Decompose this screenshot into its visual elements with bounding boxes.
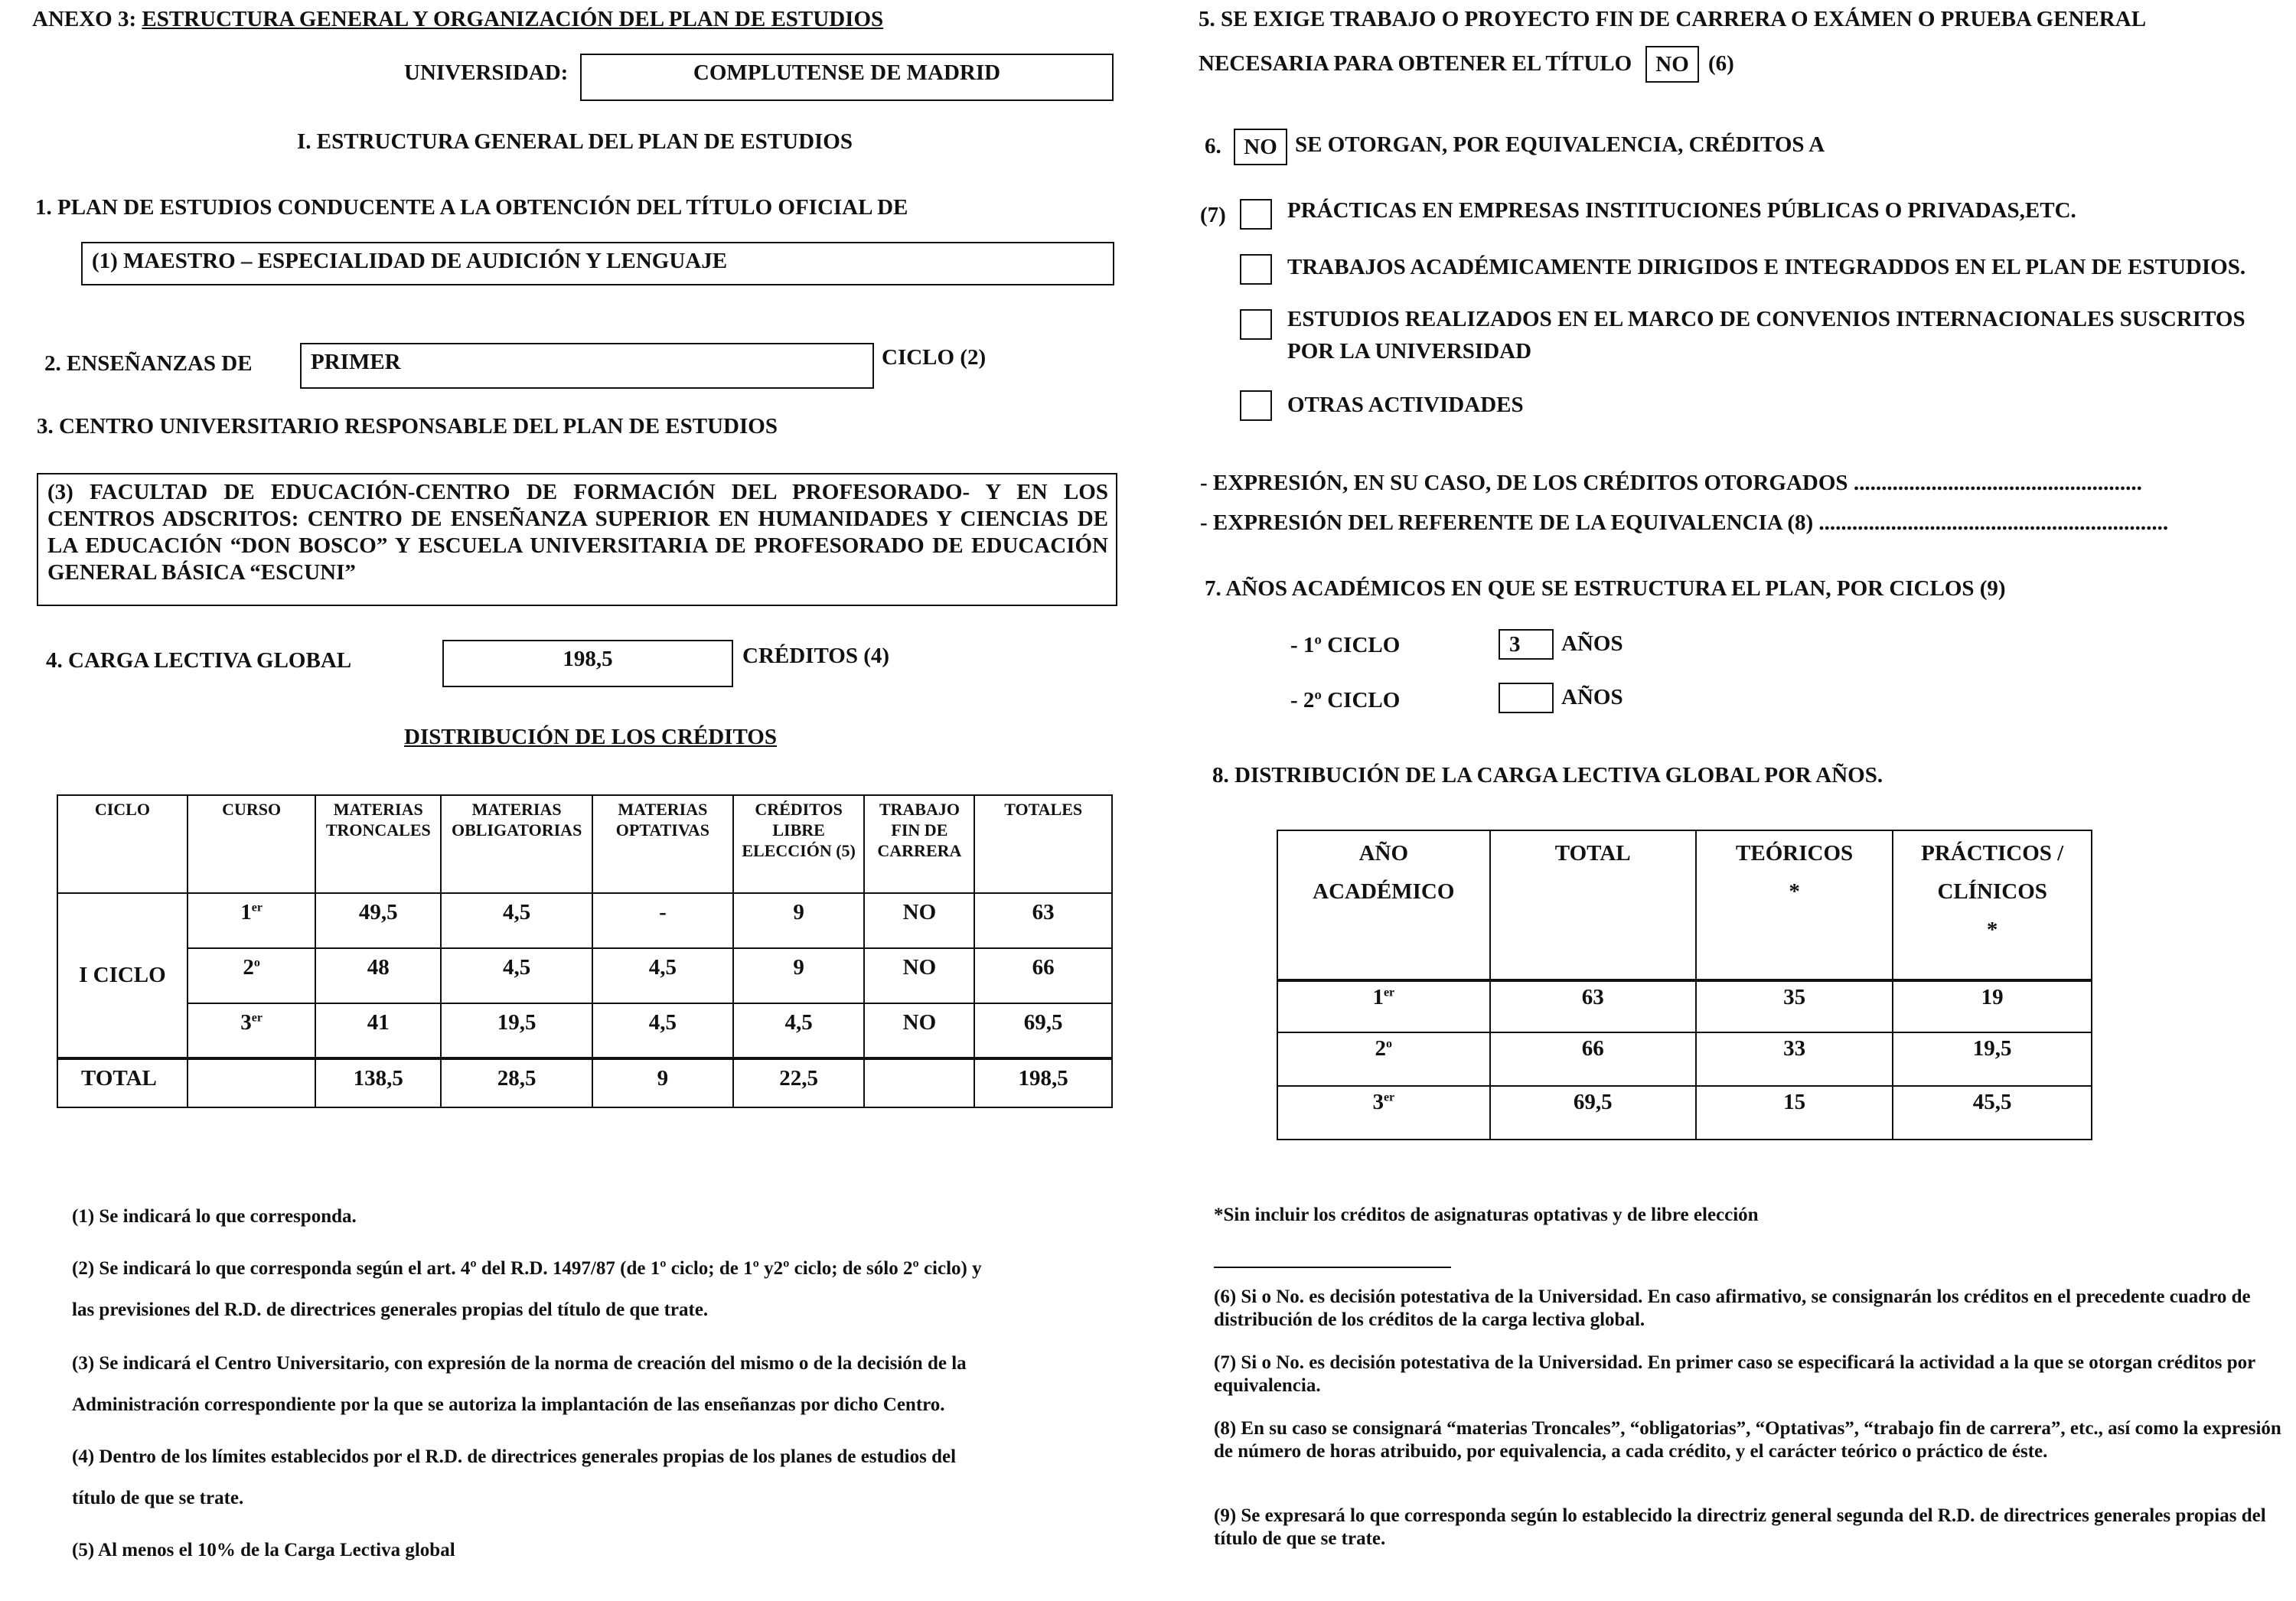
header-teoricos: TEÓRICOS *	[1696, 830, 1893, 980]
table-cell	[188, 1058, 316, 1107]
table-cell: 9	[733, 893, 865, 948]
total-label: TOTAL	[57, 1058, 188, 1107]
year-cell: 2$^o$	[1277, 1032, 1490, 1086]
table-cell: 48	[315, 948, 441, 1003]
university-value: COMPLUTENSE DE MADRID	[693, 60, 1001, 85]
practicas-label: PRÁCTICAS EN EMPRESAS INSTITUCIONES PÚBLICAS O PRIVADAS,ETC.	[1287, 198, 2076, 223]
table-row	[57, 893, 1112, 948]
footnote-divider	[1214, 1267, 1451, 1268]
q4-field	[442, 640, 733, 687]
table-cell: 63	[974, 893, 1112, 948]
q3-value: (3) FACULTAD DE EDUCACIÓN-CENTRO DE FORMACIÓN DEL PROFESORADO- Y EN LOS CENTROS ADSCRITOS: CENTRO DE ENSEÑANZA SUPERIOR EN HUMANIDADES Y CIENCIAS DE LA EDUCACIÓN “DON BOSCO” Y ESCUELA UNIVERSITARIA DE PROFESORADO DE EDUCACIÓN GENERAL BÁSICA “ESCUNI”	[47, 480, 1108, 585]
header-libre-eleccion: CRÉDITOS LIBRE ELECCIÓN (5)	[733, 795, 865, 893]
table-cell: 19,5	[1893, 1032, 2092, 1086]
table-cell: 35	[1696, 980, 1893, 1032]
section-title: I. ESTRUCTURA GENERAL DEL PLAN DE ESTUDIOS	[297, 129, 853, 154]
table-cell: 28,5	[441, 1058, 592, 1107]
footnote-3a: (3) Se indicará el Centro Universitario, con expresión de la norma de creación del mismo o de la decisión de la	[72, 1353, 967, 1374]
header-total: TOTAL	[1490, 830, 1696, 980]
footnote-4a: (4) Dentro de los límites establecidos por el R.D. de directrices generales propias de los planes de estudios del	[72, 1446, 957, 1467]
expression-equivalence: - EXPRESIÓN DEL REFERENTE DE LA EQUIVALENCIA (8) ...............................................................	[1200, 510, 2169, 535]
q1-label: 1. PLAN DE ESTUDIOS CONDUCENTE A LA OBTENCIÓN DEL TÍTULO OFICIAL DE	[35, 195, 908, 220]
header-optativas: MATERIAS OPTATIVAS	[592, 795, 733, 893]
q7-label: 7. AÑOS ACADÉMICOS EN QUE SE ESTRUCTURA EL PLAN, POR CICLOS (9)	[1205, 576, 2006, 601]
table-cell: 198,5	[974, 1058, 1112, 1107]
q2-field	[300, 343, 874, 389]
table-cell: 66	[1490, 1032, 1696, 1086]
q7-cycle1-unit: AÑOS	[1561, 631, 1623, 656]
distribution-title: DISTRIBUCIÓN DE LOS CRÉDITOS	[404, 725, 777, 749]
footnote-3b: Administración correspondiente por la que se autoriza la implantación de las enseñanzas por dicho Centro.	[72, 1394, 945, 1415]
estudios-label: ESTUDIOS REALIZADOS EN EL MARCO DE CONVENIOS INTERNACIONALES SUSCRITOS	[1287, 307, 2245, 331]
table-cell: -	[592, 893, 733, 948]
table-cell	[864, 1058, 974, 1107]
table-cell: 22,5	[733, 1058, 865, 1107]
expression-credits: - EXPRESIÓN, EN SU CASO, DE LOS CRÉDITOS OTORGADOS ....................................................	[1200, 471, 2142, 495]
q4-label: 4. CARGA LECTIVA GLOBAL	[46, 648, 352, 673]
year-cell: 1er	[1277, 980, 1490, 1032]
q5-line2: NECESARIA PARA OBTENER EL TÍTULO	[1199, 51, 1632, 76]
q7-cycle1-value: 3	[1509, 632, 1521, 657]
credits-table	[57, 794, 1113, 1108]
table-cell: 15	[1696, 1086, 1893, 1140]
q7-cycle2-value	[1500, 684, 1552, 685]
q1-field	[81, 242, 1114, 285]
header-practicos: PRÁCTICOS / CLÍNICOS *	[1893, 830, 2092, 980]
otras-label: OTRAS ACTIVIDADES	[1287, 393, 1524, 417]
table-cell: 138,5	[315, 1058, 441, 1107]
table-cell: 4,5	[733, 1003, 865, 1058]
q5-line1: 5. SE EXIGE TRABAJO O PROYECTO FIN DE CARRERA O EXÁMEN O PRUEBA GENERAL	[1199, 7, 2147, 31]
table-cell: 41	[315, 1003, 441, 1058]
table-cell: 49,5	[315, 893, 441, 948]
q5-value: NO	[1655, 52, 1689, 77]
otras-checkbox[interactable]	[1240, 390, 1272, 421]
q4-value: 198,5	[563, 647, 613, 671]
header-troncales: MATERIAS TRONCALES	[315, 795, 441, 893]
table-cell: 33	[1696, 1032, 1893, 1086]
table-cell: 9	[733, 948, 865, 1003]
university-label: UNIVERSIDAD:	[404, 60, 569, 85]
table-row	[57, 1003, 1112, 1058]
footnote-5: (5) Al menos el 10% de la Carga Lectiva global	[72, 1540, 455, 1560]
q6-answer-box	[1234, 129, 1287, 165]
table-cell: 4,5	[592, 948, 733, 1003]
footnote-9: (9) Se expresará lo que corresponda según lo establecido la directriz general segunda del R.D. de directrices generales propias del título de que se trate.	[1214, 1505, 2266, 1549]
table-cell: 45,5	[1893, 1086, 2092, 1140]
years-header-row	[1277, 830, 2092, 980]
year-cell: 3er	[1277, 1086, 1490, 1140]
table-cell: NO	[864, 1003, 974, 1058]
q6-label: SE OTORGAN, POR EQUIVALENCIA, CRÉDITOS A	[1295, 132, 1825, 157]
q2-suffix: CICLO (2)	[882, 345, 987, 370]
annex-heading: ANEXO 3: ESTRUCTURA GENERAL Y ORGANIZACIÓN DEL PLAN DE ESTUDIOS	[32, 7, 884, 31]
estudios-label-2: POR LA UNIVERSIDAD	[1287, 339, 1532, 364]
trabajos-label: TRABAJOS ACADÉMICAMENTE DIRIGIDOS E INTEGRADDOS EN EL PLAN DE ESTUDIOS.	[1287, 255, 2246, 279]
table-cell: 69,5	[974, 1003, 1112, 1058]
footnote-1: (1) Se indicará lo que corresponda.	[72, 1206, 357, 1227]
table-cell: 63	[1490, 980, 1696, 1032]
q7-cycle1-label: - 1º CICLO	[1290, 633, 1401, 657]
credits-header-row	[57, 795, 1112, 893]
footnote-8: (8) En su caso se consignará “materias Troncales”, “obligatorias”, “Optativas”, “trabajo fin de carrera”, etc., así como la expresión de número de horas atribuido, por equivalencia, a cada crédito, y el carácter teórico o práctico de éste.	[1214, 1418, 2281, 1462]
table-cell: 66	[974, 948, 1112, 1003]
q3-label: 3. CENTRO UNIVERSITARIO RESPONSABLE DEL PLAN DE ESTUDIOS	[37, 414, 778, 439]
cycle-cell: I CICLO	[57, 893, 188, 1058]
header-obligatorias: MATERIAS OBLIGATORIAS	[441, 795, 592, 893]
q1-value: (1) MAESTRO – ESPECIALIDAD DE AUDICIÓN Y LENGUAJE	[92, 249, 728, 273]
q4-suffix: CRÉDITOS (4)	[742, 644, 890, 668]
q5-note: (6)	[1708, 51, 1734, 76]
years-table	[1277, 830, 2092, 1140]
table-row	[1277, 1032, 2092, 1086]
total-row	[57, 1058, 1112, 1107]
q7-cycle2-box	[1499, 683, 1554, 713]
header-year: AÑO ACADÉMICO	[1277, 830, 1490, 980]
q7-cycle1-box	[1499, 629, 1554, 660]
header-curso: CURSO	[188, 795, 316, 893]
table-cell: 4,5	[592, 1003, 733, 1058]
table-cell: 19	[1893, 980, 2092, 1032]
q8-label: 8. DISTRIBUCIÓN DE LA CARGA LECTIVA GLOBAL POR AÑOS.	[1212, 763, 1883, 787]
header-totales: TOTALES	[974, 795, 1112, 893]
table-cell: NO	[864, 948, 974, 1003]
table-row	[1277, 1086, 2092, 1140]
q6-marker: (7)	[1200, 203, 1226, 227]
table-cell: NO	[864, 893, 974, 948]
annex-title: ESTRUCTURA GENERAL Y ORGANIZACIÓN DEL PLAN DE ESTUDIOS	[142, 7, 884, 31]
footnote-2a: (2) Se indicará lo que corresponda según el art. 4º del R.D. 1497/87 (de 1º ciclo; de 1º y2º ciclo; de sólo 2º ciclo) y	[72, 1258, 982, 1279]
table-cell: 9	[592, 1058, 733, 1107]
q6-number: 6.	[1205, 134, 1221, 158]
q3-field	[37, 473, 1117, 606]
university-field	[580, 54, 1114, 101]
q5-answer-box	[1645, 46, 1699, 83]
footnote-6: (6) Si o No. es decisión potestativa de la Universidad. En caso afirmativo, se consignarán los créditos en el precedente cuadro de distribución de los créditos de la carga lectiva global.	[1214, 1286, 2251, 1330]
course-cell: 3er	[188, 1003, 316, 1058]
trabajos-checkbox[interactable]	[1240, 254, 1272, 285]
q2-value: PRIMER	[311, 350, 401, 374]
q7-cycle2-label: - 2º CICLO	[1290, 688, 1401, 712]
q6-value: NO	[1244, 135, 1277, 159]
practicas-checkbox[interactable]	[1240, 199, 1272, 230]
table-cell: 69,5	[1490, 1086, 1696, 1140]
table-cell: 19,5	[441, 1003, 592, 1058]
header-ciclo: CICLO	[57, 795, 188, 893]
star-note: *Sin incluir los créditos de asignaturas optativas y de libre elección	[1214, 1205, 1759, 1225]
q2-label: 2. ENSEÑANZAS DE	[44, 351, 253, 376]
table-row	[57, 948, 1112, 1003]
table-row	[1277, 980, 2092, 1032]
footnote-4b: título de que se trate.	[72, 1488, 244, 1508]
footnote-2b: las previsiones del R.D. de directrices generales propias del título de que trate.	[72, 1299, 709, 1320]
table-cell: 4,5	[441, 893, 592, 948]
footnote-7: (7) Si o No. es decisión potestativa de la Universidad. En primer caso se especificará la actividad a la que se otorgan créditos por equivalencia.	[1214, 1352, 2255, 1396]
estudios-checkbox[interactable]	[1240, 309, 1272, 340]
table-cell: 4,5	[441, 948, 592, 1003]
course-cell: 1er	[188, 893, 316, 948]
course-cell: 2$^o$	[188, 948, 316, 1003]
header-trabajo-fin: TRABAJO FIN DE CARRERA	[864, 795, 974, 893]
q7-cycle2-unit: AÑOS	[1561, 685, 1623, 709]
